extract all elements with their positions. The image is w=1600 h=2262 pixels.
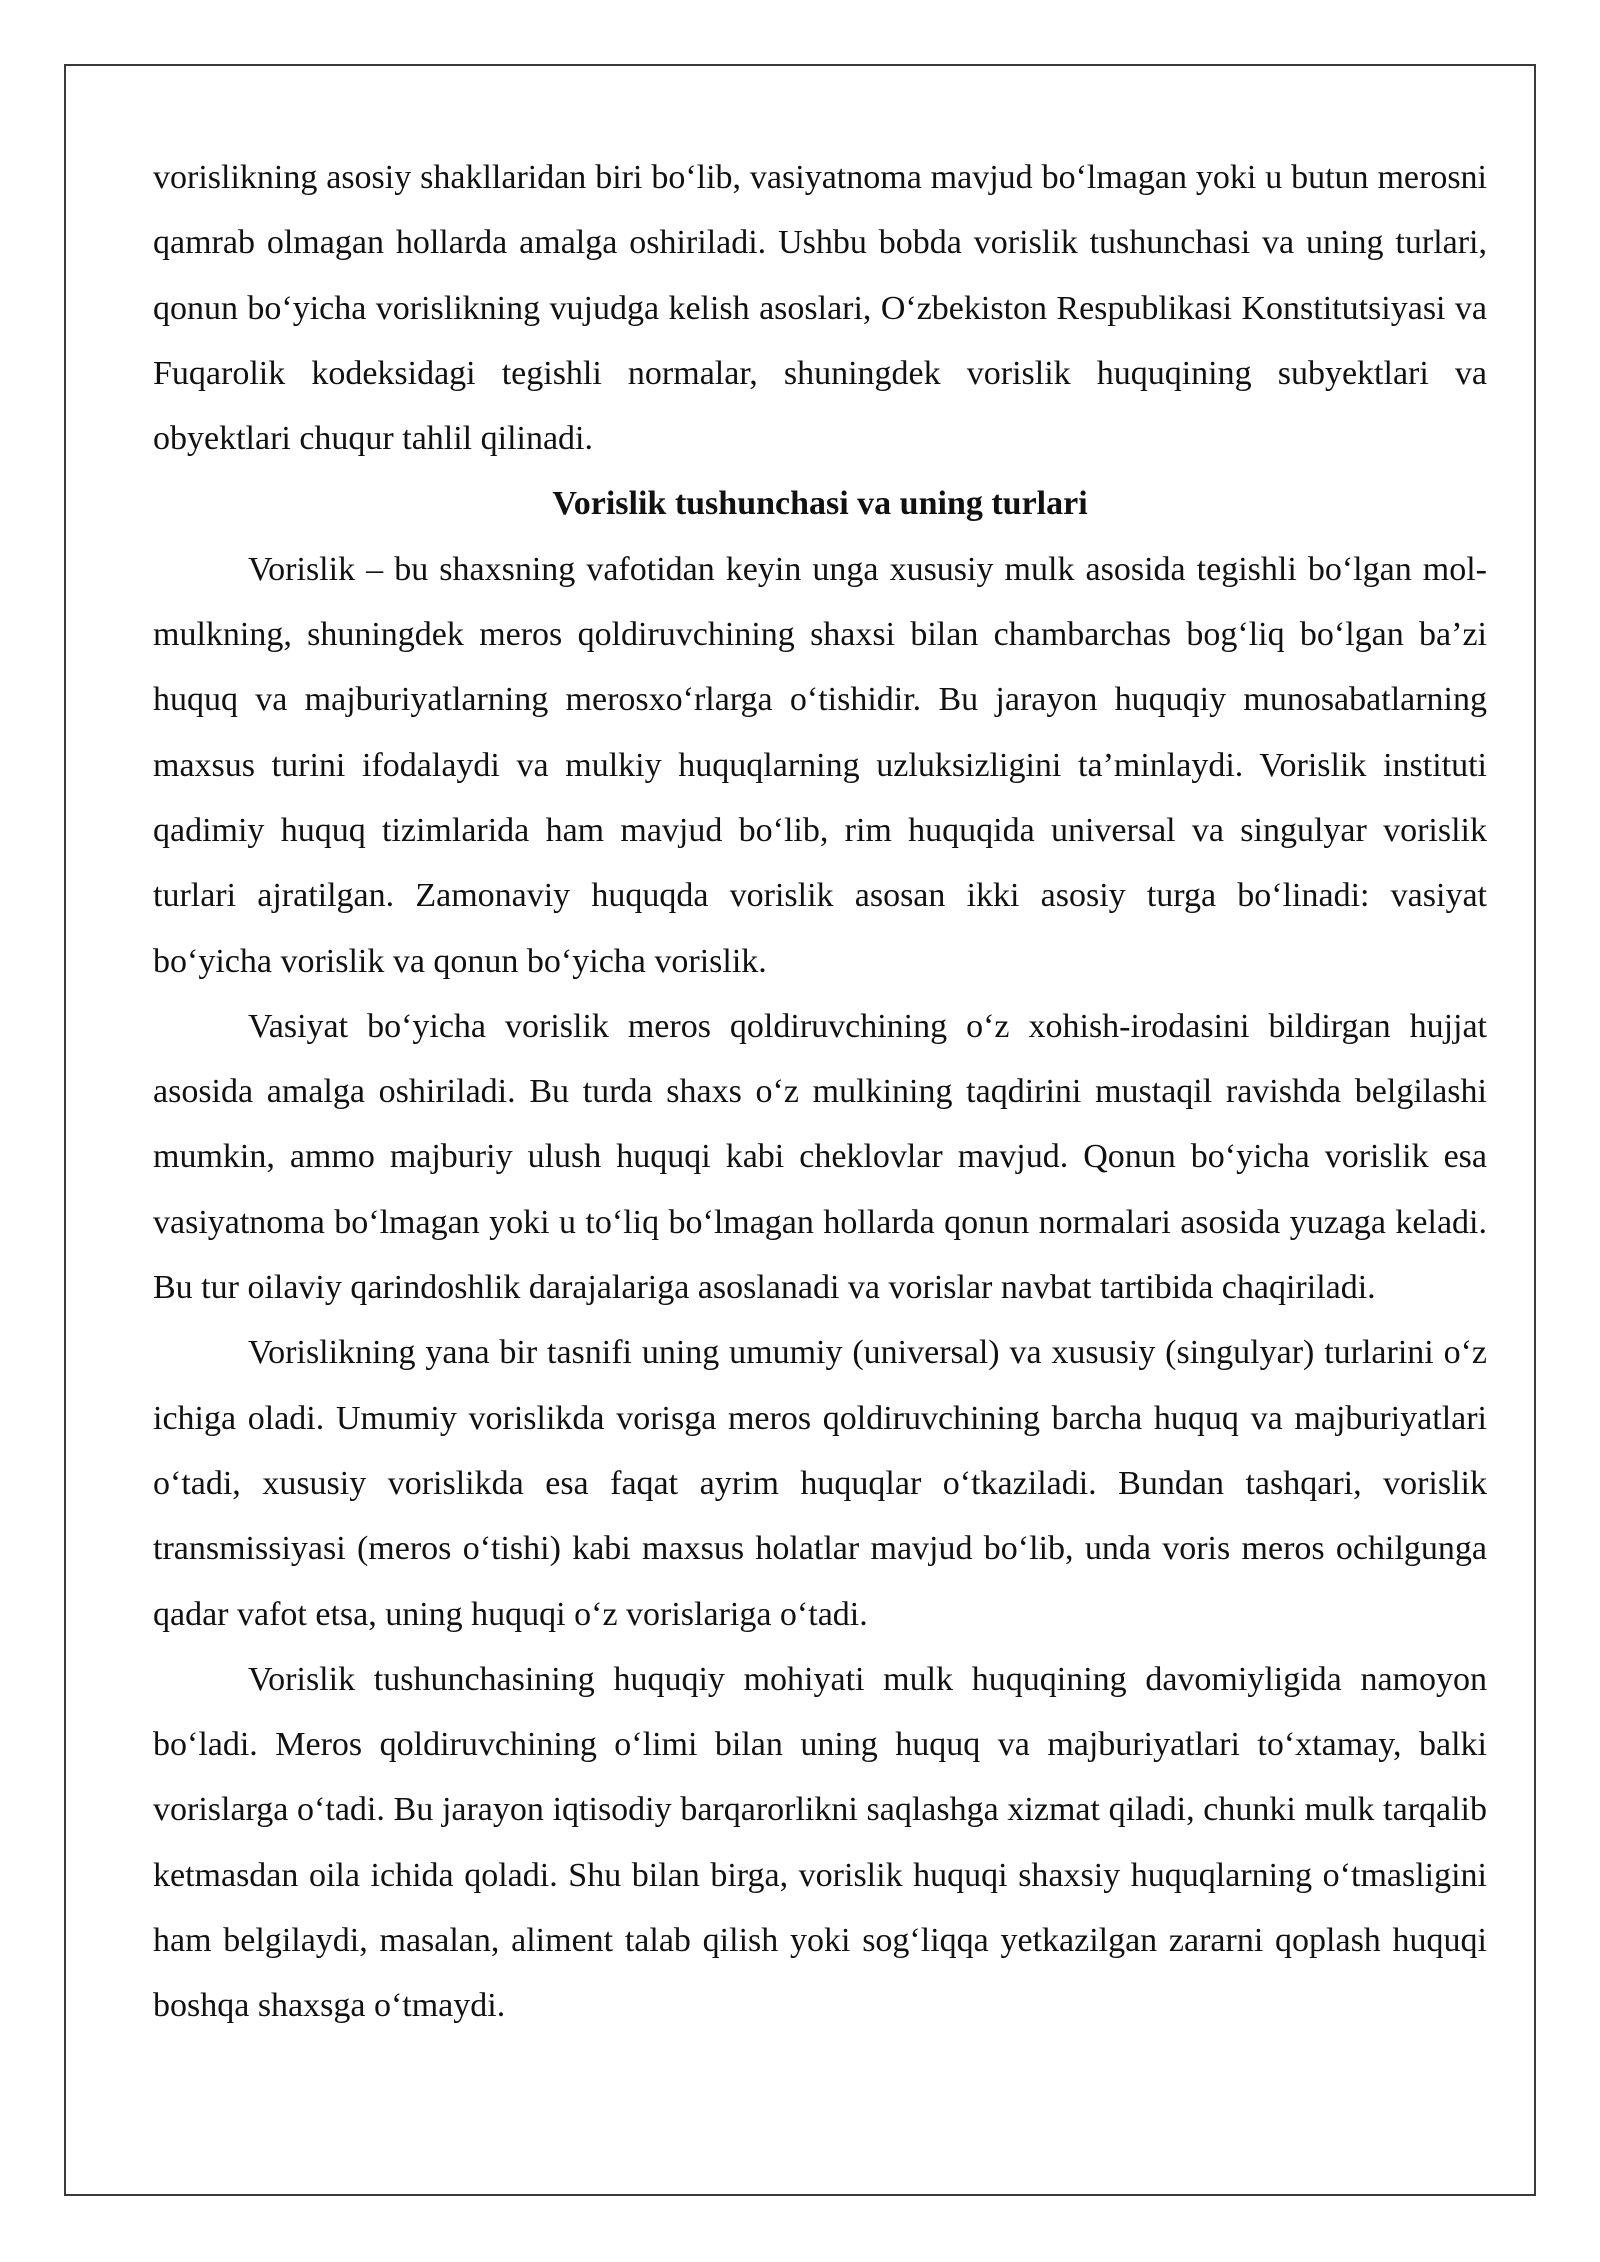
document-body	[153, 145, 1487, 2039]
paragraph-testamentary: Vasiyat bo‘yicha vorislik meros qoldiruvchining o‘z xohish-irodasini bildirgan hujjat asosida amalga oshiriladi. Bu turda shaxs o‘z mulkining taqdirini mustaqil ravishda belgilashi mumkin, ammo majburiy ulush huquqi kabi cheklovlar mavjud. Qonun bo‘yicha vorislik esa vasiyatnoma bo‘lmagan yoki u to‘liq bo‘lmagan hollarda qonun normalari asosida yuzaga keladi. Bu tur oilaviy qarindoshlik darajalariga asoslanadi va vorislar navbat tartibida chaqiriladi.	[153, 1007, 1487, 1307]
paragraph-definition: Vorislik – bu shaxsning vafotidan keyin unga xususiy mulk asosida tegishli bo‘lgan mol-mulkning, shuningdek meros qoldiruvchining shaxsi bilan chambarchas bog‘liq bo‘lgan ba’zi huquq va majburiyatlarning merosxo‘rlarga o‘tishidir. Bu jarayon huquqiy munosabatlarning maxsus turini ifodalaydi va mulkiy huquqlarning uzluksizligini ta’minlaydi. Vorislik instituti qadimiy huquq tizimlarida ham mavjud bo‘lib, rim huquqida universal va singulyar vorislik turlari ajratilgan. Zamonaviy huquqda vorislik asosan ikki asosiy turga bo‘linadi: vasiyat bo‘yicha vorislik va qonun bo‘yicha vorislik.	[153, 550, 1487, 980]
paragraph-classification: Vorislikning yana bir tasnifi uning umumiy (universal) va xususiy (singulyar) turlarini o‘z ichiga oladi. Umumiy vorislikda vorisga meros qoldiruvchining barcha huquq va majburiyatlari o‘tadi, xususiy vorislikda esa faqat ayrim huquqlar o‘tkaziladi. Bundan tashqari, vorislik transmissiyasi (meros o‘tishi) kabi maxsus holatlar mavjud bo‘lib, unda voris meros ochilgunga qadar vafot etsa, uning huquqi o‘z vorislariga o‘tadi.	[153, 1334, 1487, 1633]
intro-paragraph: vorislikning asosiy shakllaridan biri bo‘lib, vasiyatnoma mavjud bo‘lmagan yoki u butun merosni qamrab olmagan hollarda amalga oshiriladi. Ushbu bobda vorislik tushunchasi va uning turlari, qonun bo‘yicha vorislikning vujudga kelish asoslari, O‘zbekiston Respublikasi Konstitutsiyasi va Fuqarolik kodeksidagi tegishli normalar, shuningdek vorislik huquqining subyektlari va obyektlari chuqur tahlil qilinadi.	[153, 159, 1487, 458]
paragraph-legal-essence: Vorislik tushunchasining huquqiy mohiyati mulk huquqining davomiyligida namoyon bo‘ladi. Meros qoldiruvchining o‘limi bilan uning huquq va majburiyatlari to‘xtamay, balki vorislarga o‘tadi. Bu jarayon iqtisodiy barqarorlikni saqlashga xizmat qiladi, chunki mulk tarqalib ketmasdan oila ichida qoladi. Shu bilan birga, vorislik huquqi shaxsiy huquqlarning o‘tmasligini ham belgilaydi, masalan, aliment talab qilish yoki sog‘liqqa yetkazilgan zararni qoplash huquqi boshqa shaxsga o‘tmaydi.	[153, 1660, 1487, 2025]
section-heading: Vorislik tushunchasi va uning turlari	[552, 485, 1088, 523]
